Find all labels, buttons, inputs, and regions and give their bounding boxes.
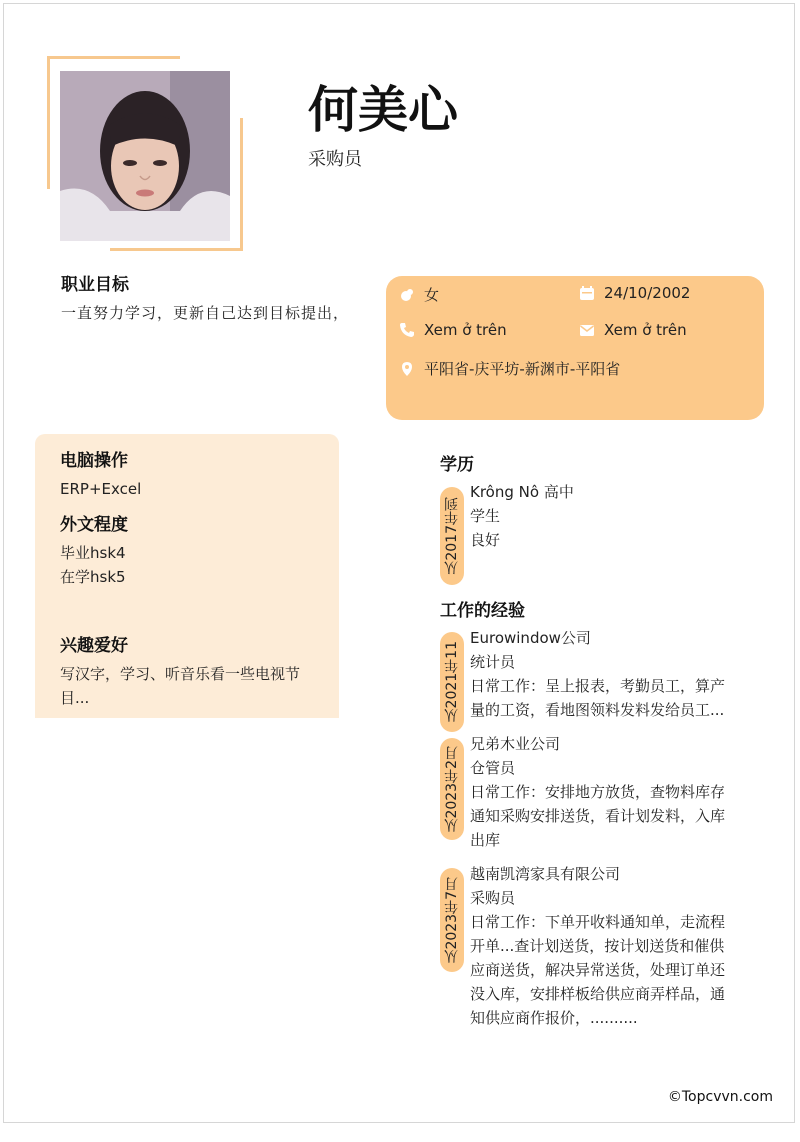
company-name: 兄弟木业公司 (470, 735, 561, 753)
job-description-line: 没入库，安排样板给供应商弄样品，通 (470, 985, 726, 1003)
portrait-image (60, 71, 230, 241)
profile-photo (60, 71, 230, 241)
candidate-name: 何美心 (308, 81, 458, 139)
address-item (398, 358, 620, 379)
education-period: 从2017年到 (444, 497, 460, 575)
job-description-line: 知供应商作报价，.......... (470, 1009, 638, 1027)
phone-icon (398, 321, 416, 339)
job-description-line: 量的工资，看地图领料发料发给员工... (470, 701, 725, 719)
experience-period: 从2023年2月 (444, 745, 460, 833)
job-description-line: 出库 (470, 831, 501, 849)
objective-text: 一直努力学习，更新自己达到目标提出， (61, 304, 350, 322)
computer-skills-section (60, 446, 141, 501)
experience-details (470, 732, 750, 852)
email-item (578, 321, 687, 339)
birthday-item (578, 284, 690, 302)
hobbies-text: 写汉字，学习、听音乐看一些电视节目... (60, 665, 301, 707)
calendar-icon (578, 284, 596, 302)
job-description-line: 开单...查计划送货，按计划送货和催供 (470, 937, 725, 955)
position-title: 仓管员 (470, 759, 516, 777)
school-name: Krông Nô 高中 (470, 483, 574, 501)
objective-title: 职业目标 (61, 275, 129, 295)
experience-period: 从2021年11 (444, 641, 460, 723)
job-description-line: 应商送货，解决异常送货，处理订单还 (470, 961, 726, 979)
education-title: 学历 (440, 455, 474, 475)
gender-icon (398, 286, 416, 304)
education-result: 良好 (470, 531, 501, 549)
language-line: 毕业hsk4 (60, 544, 126, 562)
address-value: 平阳省-庆平坊-新渊市-平阳省 (424, 360, 621, 378)
mail-icon (578, 321, 596, 339)
hobbies-section (60, 631, 320, 710)
job-description-line: 日常工作：下单开收料通知单，走流程 (470, 913, 726, 931)
job-description-line: 日常工作：呈上报表，考勤员工，算产 (470, 677, 726, 695)
skills-panel (35, 434, 339, 718)
experience-title: 工作的经验 (440, 601, 525, 621)
contact-info-box (386, 276, 764, 420)
experience-period-pill (440, 738, 464, 840)
position-title: 统计员 (470, 653, 516, 671)
language-section (60, 510, 128, 589)
hobbies-title: 兴趣爱好 (60, 636, 128, 656)
experience-period-pill (440, 868, 464, 972)
language-line: 在学hsk5 (60, 568, 126, 586)
experience-period-pill (440, 632, 464, 732)
job-description-line: 通知采购安排送货，看计划发料，入库 (470, 807, 726, 825)
company-name: 越南凯湾家具有限公司 (470, 865, 621, 883)
education-role: 学生 (470, 507, 501, 525)
experience-details (470, 862, 750, 1030)
experience-period: 从2023年7月 (444, 876, 460, 964)
computer-skills-title: 电脑操作 (60, 451, 128, 471)
education-details (470, 480, 750, 552)
computer-skills-text: ERP+Excel (60, 480, 142, 498)
gender-value: 女 (424, 286, 440, 304)
phone-item (398, 321, 507, 339)
phone-value: Xem ở trên (424, 321, 507, 339)
career-objective-section (61, 270, 351, 325)
position-title: 采购员 (470, 889, 516, 907)
company-name: Eurowindow公司 (470, 629, 591, 647)
experience-details (470, 626, 750, 722)
location-pin-icon (398, 360, 416, 378)
education-period-pill (440, 487, 464, 585)
job-description-line: 日常工作：安排地方放货，查物料库存 (470, 783, 726, 801)
footer-copyright[interactable]: ©Topcvvn.com (667, 1089, 773, 1105)
candidate-job-title: 采购员 (308, 149, 362, 170)
email-value: Xem ở trên (604, 321, 687, 339)
language-title: 外文程度 (60, 515, 128, 535)
birthday-value: 24/10/2002 (604, 284, 691, 302)
gender-item (398, 284, 439, 305)
